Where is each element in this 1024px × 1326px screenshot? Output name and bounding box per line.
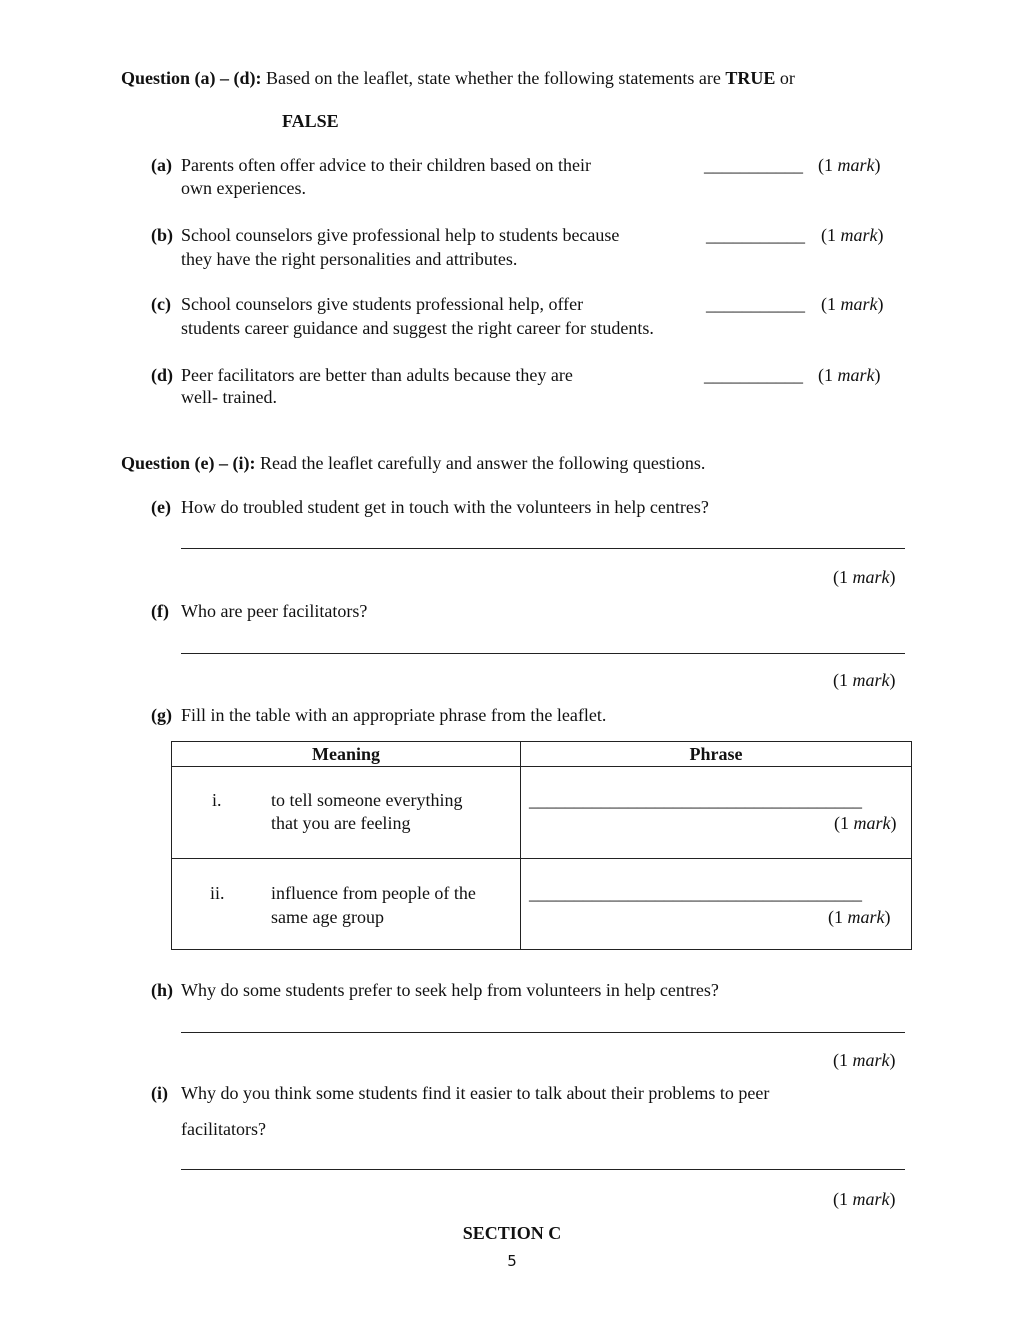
table-row-2-meaning-line1: influence from people of the: [271, 883, 476, 903]
question-d-line1: Peer facilitators are better than adults because they are: [181, 365, 573, 385]
table-header-divider: [172, 766, 911, 767]
instruction-ei: [121, 453, 705, 474]
answer-blank-b[interactable]: ___________: [706, 225, 805, 245]
mark-a: (1 mark): [818, 155, 881, 175]
mark-e: (1 mark): [833, 567, 896, 587]
question-f-label: (f): [151, 601, 169, 621]
question-c-label: (c): [151, 294, 171, 314]
question-a-line2: own experiences.: [181, 178, 306, 198]
question-i-label: (i): [151, 1083, 168, 1103]
question-h-text: Why do some students prefer to seek help from volunteers in help centres?: [181, 980, 719, 1000]
or-word: or: [775, 68, 795, 88]
question-i-line1: Why do you think some students find it easier to talk about their problems to peer: [181, 1083, 770, 1103]
mark-f: (1 mark): [833, 670, 896, 690]
question-d-label: (d): [151, 365, 173, 385]
table-row-2-number: ii.: [210, 883, 225, 903]
false-word: FALSE: [282, 111, 339, 131]
question-a-line1: Parents often offer advice to their children based on their: [181, 155, 592, 175]
answer-line-i[interactable]: [181, 1169, 905, 1170]
mark-g-i: (1 mark): [834, 813, 897, 833]
mark-g-ii: (1 mark): [828, 907, 891, 927]
table-row-divider: [172, 858, 911, 859]
question-c-line1: School counselors give students professional help, offer: [181, 294, 584, 314]
phrase-table: [171, 741, 912, 950]
table-row-1-answer-blank[interactable]: _____________________________________: [529, 790, 862, 810]
question-b-line1: School counselors give professional help to students because: [181, 225, 620, 245]
question-a-label: (a): [151, 155, 172, 175]
question-h-label: (h): [151, 980, 173, 1000]
mark-b: (1 mark): [821, 225, 884, 245]
question-g-label: (g): [151, 705, 172, 725]
mark-h: (1 mark): [833, 1050, 896, 1070]
question-i-line2: facilitators?: [181, 1119, 266, 1139]
instruction-ad-label: Question (a) – (d):: [121, 68, 262, 88]
mark-c: (1 mark): [821, 294, 884, 314]
true-word: TRUE: [725, 68, 776, 88]
answer-line-h[interactable]: [181, 1032, 905, 1033]
question-b-line2: they have the right personalities and attributes.: [181, 249, 518, 269]
table-row-1-number: i.: [212, 790, 222, 810]
answer-line-f[interactable]: [181, 653, 905, 654]
answer-blank-c[interactable]: ___________: [706, 294, 805, 314]
question-e-label: (e): [151, 497, 171, 517]
table-header-phrase: Phrase: [689, 744, 743, 764]
table-row-2-meaning-line2: same age group: [271, 907, 384, 927]
question-d-line2: well- trained.: [181, 387, 277, 407]
question-b-label: (b): [151, 225, 173, 245]
instruction-ei-text: Read the leaflet carefully and answer the following questions.: [255, 453, 706, 473]
table-header-meaning: Meaning: [311, 744, 380, 764]
answer-blank-a[interactable]: ___________: [704, 155, 803, 175]
table-row-1-meaning-line1: to tell someone everything: [271, 790, 463, 810]
section-title: SECTION C: [462, 1223, 562, 1243]
table-row-1-meaning-line2: that you are feeling: [271, 813, 411, 833]
question-f-text: Who are peer facilitators?: [181, 601, 368, 621]
table-column-divider: [520, 742, 521, 949]
instruction-ei-label: Question (e) – (i):: [121, 453, 256, 473]
mark-i: (1 mark): [833, 1189, 896, 1209]
question-e-text: How do troubled student get in touch with the volunteers in help centres?: [181, 497, 709, 517]
answer-blank-d[interactable]: ___________: [704, 365, 803, 385]
question-c-line2: students career guidance and suggest the right career for students.: [181, 318, 654, 338]
table-row-2-answer-blank[interactable]: _____________________________________: [529, 883, 862, 903]
instruction-ad-text: Based on the leaflet, state whether the following statements are: [261, 68, 726, 88]
mark-d: (1 mark): [818, 365, 881, 385]
answer-line-e[interactable]: [181, 548, 905, 549]
instruction-ad: [121, 68, 795, 89]
question-g-text: Fill in the table with an appropriate phrase from the leaflet.: [181, 705, 607, 725]
page-number: 5: [507, 1252, 517, 1270]
